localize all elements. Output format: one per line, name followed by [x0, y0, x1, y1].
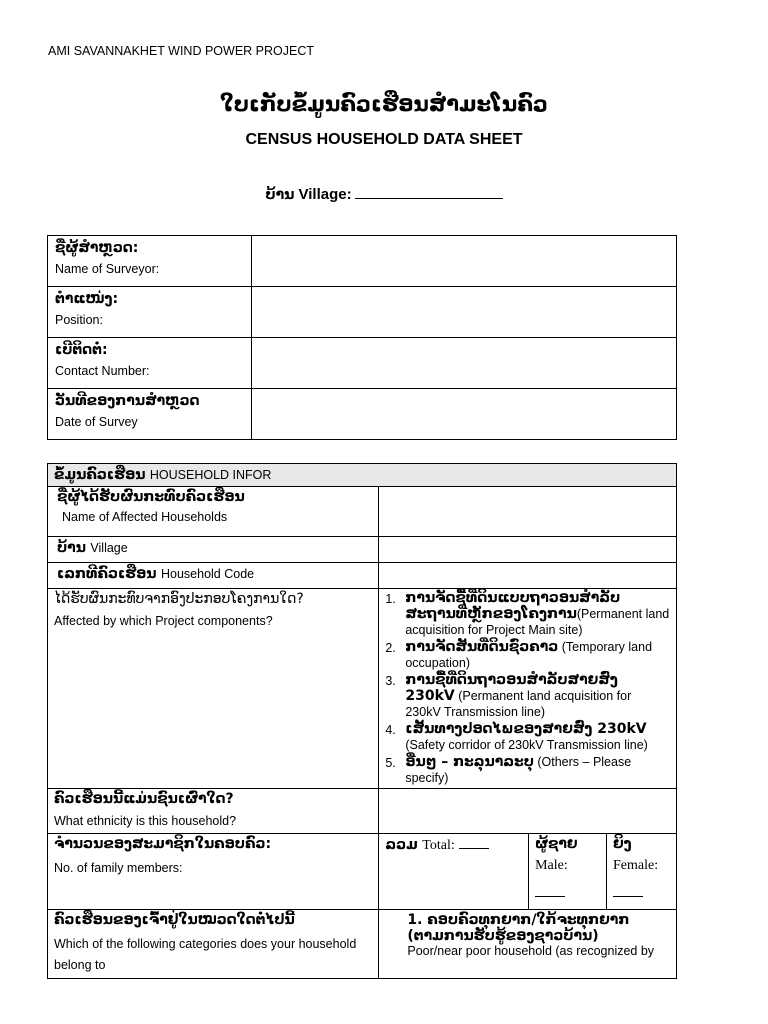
household-category-options[interactable] [379, 910, 677, 979]
label-en: Name of Affected Households [62, 510, 228, 524]
label-lao: ຊື່ຜູ້ໄດ້ຮັບຜົນກະທົບຄົວເຮືອນ [57, 489, 245, 505]
male-label: Male: [535, 858, 568, 873]
contact-number-field[interactable] [252, 338, 677, 389]
label-lao: ໄດ້ຮັບຜົນກະທົບຈາກອົງປະກອບໂຄງການໃດ? [54, 591, 304, 607]
female-label: Female: [613, 858, 659, 873]
component-option[interactable] [385, 639, 670, 671]
option-number: 1. [385, 592, 396, 606]
option-lao: ອື່ນໆ – ກະລຸນາລະບຸ [405, 754, 534, 770]
label-lao: ເລກທີຄົວເຮືອນ [57, 566, 157, 582]
component-option[interactable] [385, 721, 670, 753]
affected-household-name-label [48, 487, 379, 537]
total-blank [459, 836, 489, 849]
household-code-field[interactable] [379, 563, 677, 589]
total-label: Total: [422, 838, 455, 853]
male-blank [535, 884, 565, 897]
label-en: Position: [55, 313, 103, 327]
category-option-lao: 1. ຄອບຄົວທຸກຍາກ/ໃກ້ຈະທຸກຍາກ (ຕາມການຮັບຮູ້ຂອງຊາວບ້ານ) [407, 912, 630, 944]
label-lao: ຄົວເຮືອນຂອງເຈົ້າຢູ່ໃນໝວດໃດຕໍ່ໄປນີ້ [54, 912, 295, 928]
category-option-en: Poor/near poor household (as recognized by [407, 944, 655, 958]
label-en: Household Code [160, 567, 255, 581]
label-lao: ວັນທີຂອງການສຳຫຼວດ [55, 393, 200, 409]
ethnicity-field[interactable] [379, 789, 677, 834]
survey-date-field[interactable] [252, 389, 677, 440]
page-title: CENSUS HOUSEHOLD DATA SHEET [245, 131, 523, 148]
household-village-field[interactable] [379, 537, 677, 563]
label-en: Date of Survey [55, 415, 138, 429]
option-lao: ການຈັດຊື້ທີ່ດິນແບບຖາວອນສຳລັບສະຖານທີ່ຫຼັກຂອງໂຄງການ [405, 590, 621, 622]
label-lao: ຕຳແໜ່ງ: [55, 291, 119, 307]
component-option[interactable] [385, 590, 670, 638]
village-line [0, 184, 768, 203]
affected-household-name-field[interactable] [379, 487, 677, 537]
project-name: AMI SAVANNAKHET WIND POWER PROJECT [48, 44, 314, 58]
household-category-label [48, 910, 379, 979]
male-members-field[interactable] [529, 834, 607, 910]
label-en: Village [90, 541, 128, 555]
surveyor-name-label [48, 236, 252, 287]
household-header [48, 464, 677, 487]
label-lao: ຊື່ຜູ້ສຳຫຼວດ: [55, 240, 139, 256]
label-en: Which of the following categories does your household belong to [54, 937, 357, 972]
option-number: 4. [385, 723, 396, 737]
label-lao: ບ້ານ [57, 540, 86, 556]
household-code-label [48, 563, 379, 589]
option-number: 3. [385, 674, 396, 688]
header-lao: ຂໍ້ມູນຄົວເຮືອນ [54, 467, 146, 483]
option-lao: ເສັ້ນທາງປອດໄພຂອງສາຍສົ່ງ 230kV [405, 721, 647, 737]
header-en: HOUSEHOLD INFOR [149, 468, 272, 482]
affected-components-label [48, 589, 379, 789]
label-lao: ຄົວເຮືອນນີ້ແມ່ນຊົນເຜົ່າໃດ? [54, 791, 234, 807]
option-en: (Permanent land acquisition for 230kV Transmission line) [405, 689, 632, 719]
household-village-label [48, 537, 379, 563]
female-label-lao: ຍິງ [613, 836, 632, 852]
position-label [48, 287, 252, 338]
component-option[interactable] [385, 754, 670, 786]
option-en: (Temporary land occupation) [405, 640, 653, 670]
total-label-lao: ລວມ [385, 837, 418, 853]
female-blank [613, 884, 643, 897]
option-en: (Others – Please specify) [405, 755, 632, 785]
contact-number-label [48, 338, 252, 389]
label-en: No. of family members: [54, 861, 183, 875]
title-lao: ໃບເກັບຂໍ້ມູນຄົວເຮືອນສຳມະໂນຄົວ [220, 92, 548, 116]
option-lao: ການຊື້ທີ່ດິນຖາວອນສຳລັບສາຍສົ່ງ 230kV [405, 672, 618, 704]
option-number: 2. [385, 641, 396, 655]
ethnicity-label [48, 789, 379, 834]
female-members-field[interactable] [607, 834, 677, 910]
village-input[interactable] [355, 184, 503, 199]
components-list [385, 590, 670, 786]
component-option[interactable] [385, 672, 670, 720]
surveyor-table [47, 235, 677, 440]
label-en: Contact Number: [55, 364, 150, 378]
position-field[interactable] [252, 287, 677, 338]
family-members-label [48, 834, 379, 910]
label-en: What ethnicity is this household? [54, 814, 237, 828]
household-table [47, 463, 677, 979]
survey-date-label [48, 389, 252, 440]
affected-components-options [379, 589, 677, 789]
option-number: 5. [385, 756, 396, 770]
surveyor-name-field[interactable] [252, 236, 677, 287]
label-lao: ຈຳນວນຂອງສະມາຊິກໃນຄອບຄົວ: [54, 836, 272, 852]
village-label-lao: ບ້ານ [265, 187, 295, 203]
label-en: Affected by which Project components? [54, 614, 273, 628]
village-label: Village: [298, 186, 352, 203]
option-en: (Safety corridor of 230kV Transmission line) [405, 738, 648, 752]
label-en: Name of Surveyor: [55, 262, 160, 276]
label-lao: ເບີຕິດຕໍ່: [55, 342, 108, 358]
total-members-field[interactable] [379, 834, 529, 910]
male-label-lao: ຜູ້ຊາຍ [535, 836, 578, 852]
option-en: (Permanent land acquisition for Project Main site) [405, 607, 670, 637]
option-lao: ການຈັດສັນທີ່ດິນຊົ່ວຄາວ [405, 639, 559, 655]
